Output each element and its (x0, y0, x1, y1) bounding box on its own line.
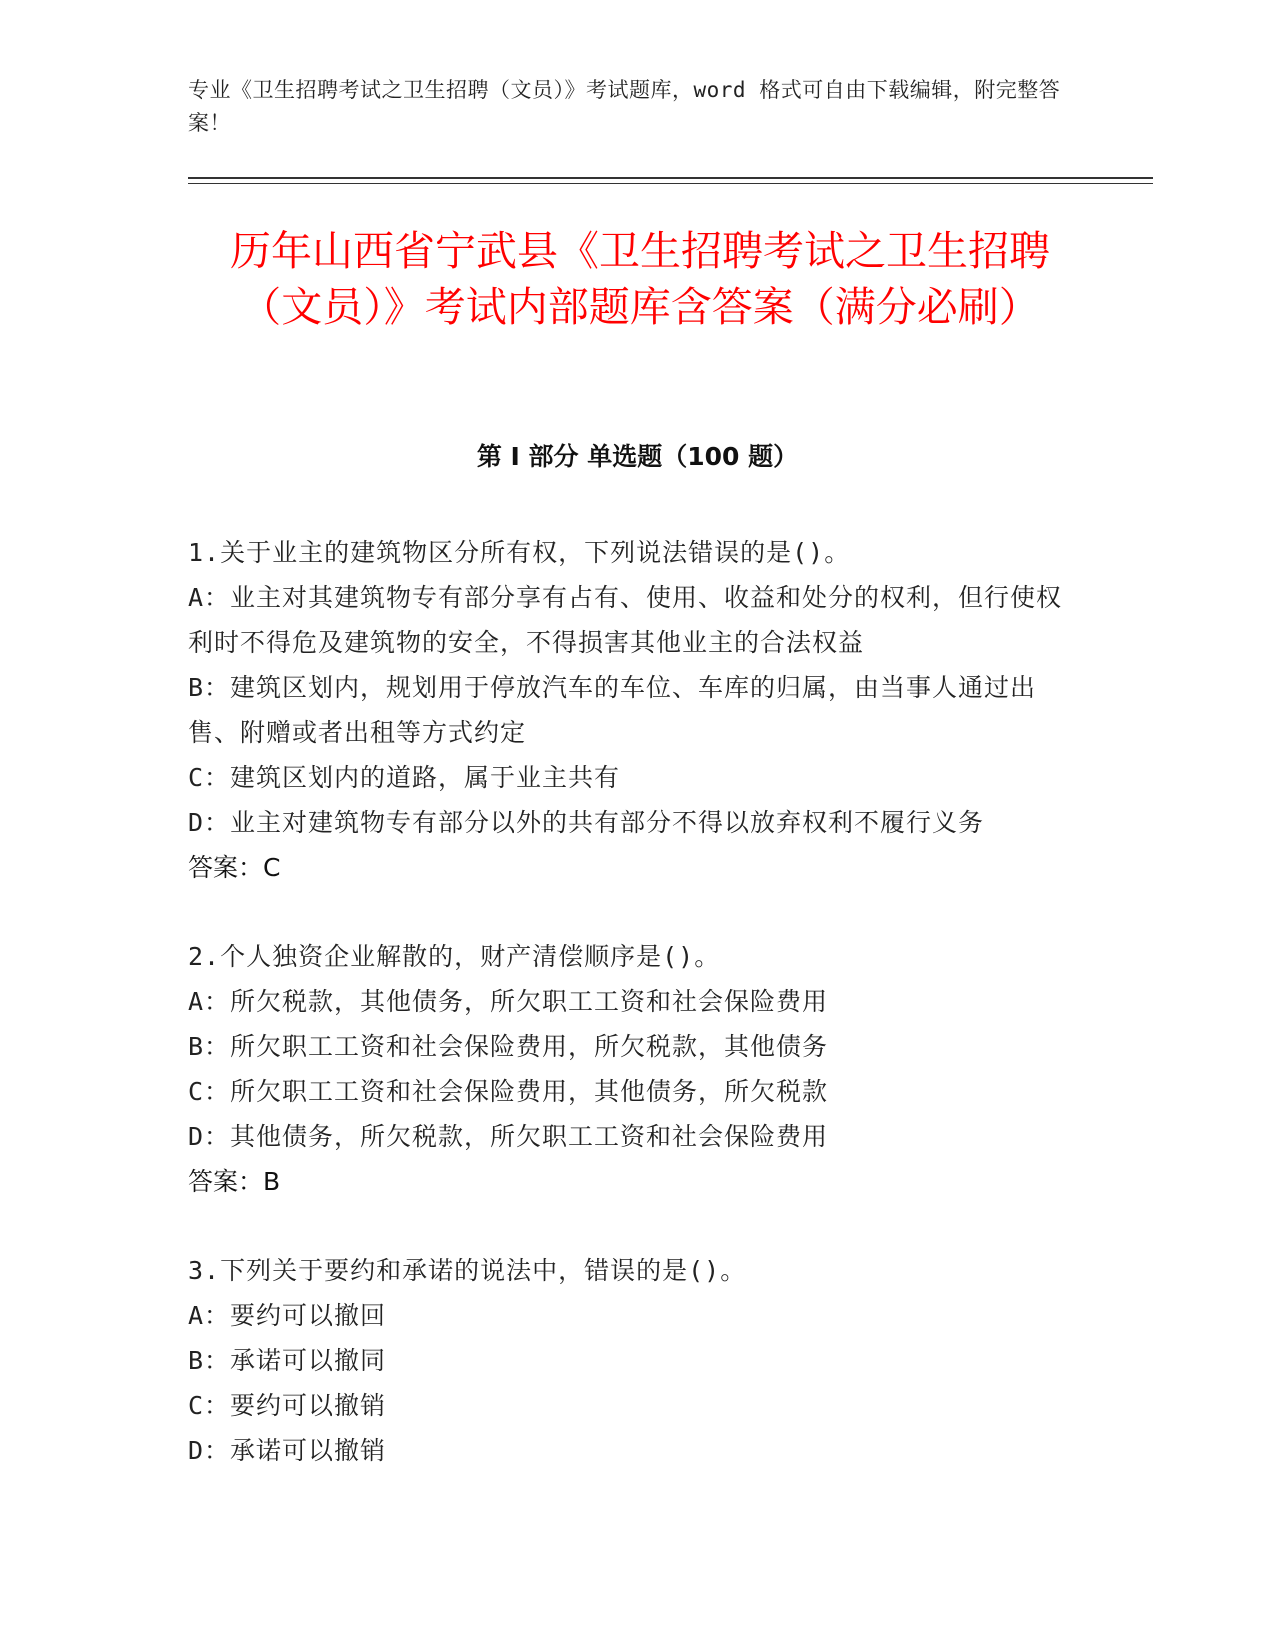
section-heading: 第 I 部分 单选题（100 题） (476, 442, 799, 471)
option-c: C：建筑区划内的道路，属于业主共有 (188, 763, 621, 792)
question-stem: 1.关于业主的建筑物区分所有权，下列说法错误的是()。 (188, 538, 851, 567)
option-d: D：承诺可以撤销 (188, 1436, 387, 1465)
option-b: B：承诺可以撤同 (188, 1346, 387, 1375)
option-c: C：所欠职工工资和社会保险费用，其他债务，所欠税款 (188, 1077, 829, 1106)
option-c: C：要约可以撤销 (188, 1391, 387, 1420)
question-stem: 2.个人独资企业解散的，财产清偿顺序是()。 (188, 942, 721, 971)
question-stem: 3.下列关于要约和承诺的说法中，错误的是()。 (188, 1256, 747, 1285)
header-divider-thin (188, 183, 1153, 184)
answer-line: 答案：C (188, 853, 281, 882)
option-b: B：建筑区划内，规划用于停放汽车的车位、车库的归属，由当事人通过出售、附赠或者出租等方式约定 (188, 673, 1037, 747)
header-note: 专业《卫生招聘考试之卫生招聘（文员）》考试题库，word 格式可自由下载编辑，附完整答案！ (188, 78, 1061, 135)
question-list (188, 530, 1088, 1517)
option-b: B：所欠职工工资和社会保险费用，所欠税款，其他债务 (188, 1032, 829, 1061)
option-a: A：要约可以撤回 (188, 1301, 387, 1330)
option-d: D：业主对建筑物专有部分以外的共有部分不得以放弃权利不履行义务 (188, 808, 985, 837)
option-a: A：所欠税款，其他债务，所欠职工工资和社会保险费用 (188, 987, 829, 1016)
option-a: A：业主对其建筑物专有部分享有占有、使用、收益和处分的权利，但行使权利时不得危及建筑物的安全，不得损害其他业主的合法权益 (188, 583, 1063, 657)
question-item (188, 530, 1088, 890)
question-item (188, 1248, 1088, 1473)
answer-line: 答案：B (188, 1167, 281, 1196)
option-d: D：其他债务，所欠税款，所欠职工工资和社会保险费用 (188, 1122, 829, 1151)
question-item (188, 934, 1088, 1204)
header-divider-thick (188, 177, 1153, 179)
document-title: 历年山西省宁武县《卫生招聘考试之卫生招聘（文员）》考试内部题库含答案（满分必刷） (230, 227, 1050, 331)
